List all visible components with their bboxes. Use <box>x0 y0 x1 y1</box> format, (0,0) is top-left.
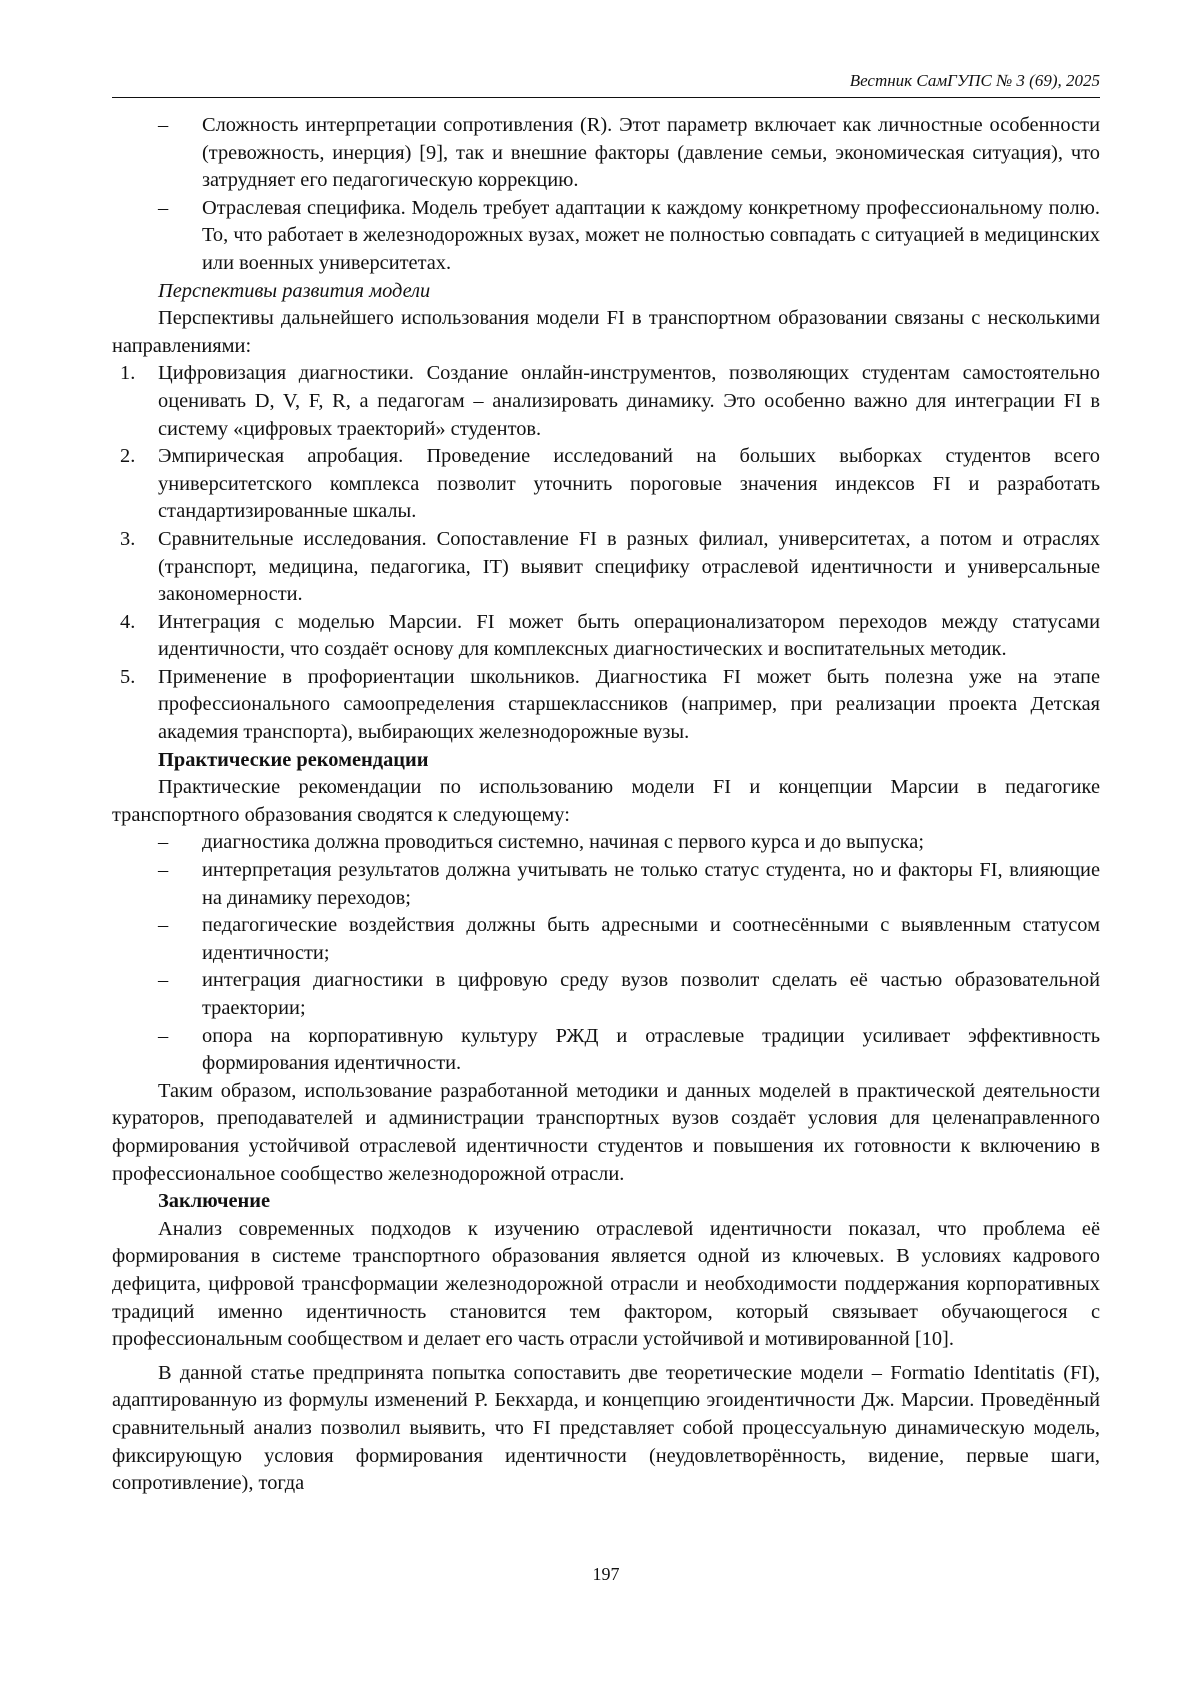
list-item <box>112 195 1100 278</box>
page-body <box>112 112 1100 1498</box>
paragraph: Таким образом, использование разработанной методики и данных моделей в практической деятельности кураторов, преподавателей и администрации транспортных вузов создаёт условия для целенаправленного формирования устойчивой отраслевой идентичности студентов и повышения их готовности к включению в профессиональное сообщество железнодорожной отрасли. <box>112 1079 1100 1185</box>
numbered-item <box>112 443 1100 526</box>
list-item-text: диагностика должна проводиться системно, начиная с первого курса и до выпуска; <box>202 831 924 854</box>
dash-marker: – <box>158 1024 169 1047</box>
paragraph: Анализ современных подходов к изучению отраслевой идентичности показал, что проблема её формирования в системе транспортного образования является одной из ключевых. В условиях кадрового дефицита, цифровой трансформации железнодорожной отрасли и необходимости поддержания корпоративных традиций именно идентичность становится тем фактором, который связывает обучающегося с профессиональным сообществом и делает его часть отрасли устойчивой и мотивированной [10]. <box>112 1217 1100 1351</box>
dash-marker: – <box>158 969 169 992</box>
dash-marker: – <box>158 196 169 219</box>
paragraph: В данной статье предпринята попытка сопоставить две теоретические модели – Formatio Identitatis (FI), адаптированную из формулы изменений Р. Бекхарда, и концепцию эгоидентичности Дж. Марсии. Проведённый сравнительный анализ позволил выявить, что FI представляет собой процессуальную динамическую модель, фиксирующую условия формирования идентичности (неудовлетворённость, видение, первые шаги, сопротивление), тогда <box>112 1361 1100 1495</box>
header-rule <box>112 97 1100 98</box>
paragraph: Перспективы дальнейшего использования модели FI в транспортном образовании связаны с несколькими направлениями: <box>112 307 1100 357</box>
list-item <box>112 112 1100 195</box>
item-number: 5. <box>120 665 136 688</box>
list-item <box>112 857 1100 912</box>
section-heading-prospects: Перспективы развития модели <box>158 279 431 302</box>
list-item <box>112 1023 1100 1078</box>
dash-marker: – <box>158 859 169 882</box>
list-item-text: Отраслевая специфика. Модель требует адаптации к каждому конкретному профессиональному полю. То, что работает в железнодорожных вузах, может не полностью совпадать с ситуацией в медицинских или военных университетах. <box>202 196 1100 274</box>
numbered-item-text: Сравнительные исследования. Сопоставление FI в разных филиал, университетах, а потом и отраслях (транспорт, медицина, педагогика, IT) выявит специфику отраслевой идентичности и универсальные закономерности. <box>158 527 1100 606</box>
numbered-item-text: Эмпирическая апробация. Проведение исследований на больших выборках студентов всего университетского комплекса позволит уточнить пороговые значения индексов FI и разработать стандартизированные шкалы. <box>158 445 1100 523</box>
dash-marker: – <box>158 831 169 854</box>
item-number: 4. <box>120 610 136 633</box>
list-item-text: Сложность интерпретации сопротивления (R). Этот параметр включает как личностные особенности (тревожность, инерция) [9], так и внешние факторы (давление семьи, экономическая ситуация), что затрудняет его педагогическую коррекцию. <box>202 114 1100 192</box>
item-number: 1. <box>120 362 136 385</box>
paragraph: Практические рекомендации по использованию модели FI и концепции Марсии в педагогике транспортного образования сводятся к следующему: <box>112 776 1100 826</box>
list-item-text: педагогические воздействия должны быть адресными и соотнесёнными с выявленным статусом идентичности; <box>202 914 1100 964</box>
list-item-text: интеграция диагностики в цифровую среду вузов позволит сделать её частью образовательной траектории; <box>202 969 1100 1019</box>
numbered-item <box>112 360 1100 443</box>
page-number: 197 <box>592 1564 620 1584</box>
numbered-item-text: Интеграция с моделью Марсии. FI может быть операционализатором переходов между статусами идентичности, что создаёт основу для комплексных диагностических и воспитательных методик. <box>158 610 1100 661</box>
numbered-item <box>112 526 1100 609</box>
list-item-text: опора на корпоративную культуру РЖД и отраслевые традиции усиливает эффективность формирования идентичности. <box>202 1024 1100 1075</box>
numbered-item-text: Применение в профориентации школьников. Диагностика FI может быть полезна уже на этапе профессионального самоопределения старшеклассников (например, при реализации проекта Детская академия транспорта), выбирающих железнодорожные вузы. <box>158 665 1100 744</box>
list-item-text: интерпретация результатов должна учитывать не только статус студента, но и факторы FI, влияющие на динамику переходов; <box>202 859 1100 909</box>
section-heading-practical: Практические рекомендации <box>158 748 429 771</box>
section-heading-conclusion: Заключение <box>158 1190 271 1213</box>
running-header: Вестник СамГУПС № 3 (69), 2025 <box>849 71 1100 90</box>
numbered-item-text: Цифровизация диагностики. Создание онлайн-инструментов, позволяющих студентам самостоятельно оценивать D, V, F, R, а педагогам – анализировать динамику. Это особенно важно для интеграции FI в систему «цифровых траекторий» студентов. <box>158 362 1100 440</box>
item-number: 3. <box>120 527 136 550</box>
list-item <box>112 829 1100 857</box>
dash-marker: – <box>158 114 169 136</box>
item-number: 2. <box>120 445 136 468</box>
list-item <box>112 967 1100 1022</box>
numbered-item <box>112 609 1100 664</box>
list-item <box>112 912 1100 967</box>
dash-marker: – <box>158 914 169 937</box>
numbered-item <box>112 664 1100 747</box>
